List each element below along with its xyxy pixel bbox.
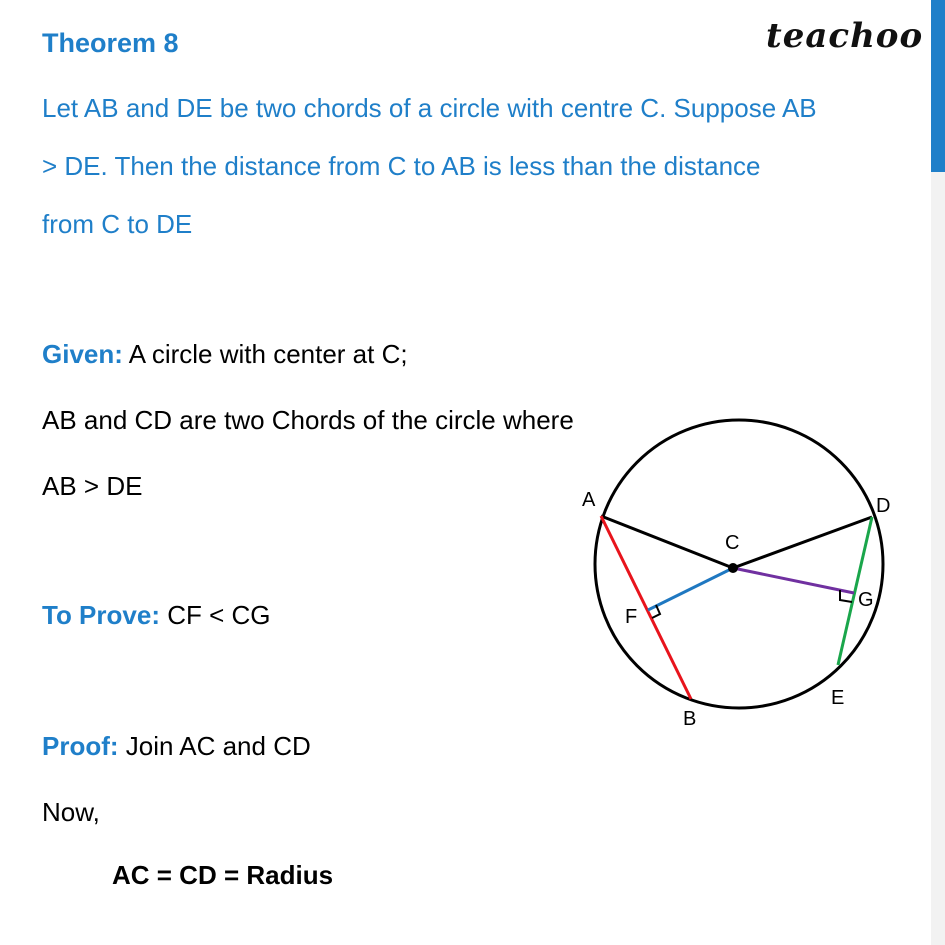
theorem-statement-line-1: Let AB and DE be two chords of a circle with centre C. Suppose AB — [42, 93, 817, 123]
given-label: Given: — [42, 339, 123, 369]
theorem-statement-line-2: > DE. Then the distance from C to AB is less than the distance — [42, 151, 761, 181]
to-prove-line — [42, 600, 271, 631]
to-prove-text: CF < CG — [159, 600, 271, 630]
point-label-f: F — [625, 606, 638, 628]
point-label-c: C — [725, 532, 740, 554]
given-line-3: AB > DE — [42, 471, 143, 501]
theorem-statement-line-3: from C to DE — [42, 209, 193, 239]
point-label-b: B — [683, 708, 697, 730]
point-label-g: G — [858, 589, 874, 611]
circle-diagram — [560, 405, 900, 745]
teachoo-logo: teachoo — [766, 16, 924, 56]
given-text: A circle with center at C; — [122, 339, 408, 369]
scrollbar-track[interactable] — [931, 0, 945, 945]
proof-line — [42, 731, 311, 762]
to-prove-label: To Prove: — [42, 600, 160, 630]
segment-cf — [648, 568, 733, 610]
radius-equation: AC = CD = Radius — [112, 860, 334, 890]
point-label-a: A — [582, 489, 596, 511]
scrollbar-thumb[interactable] — [931, 0, 945, 172]
given-line-2: AB and CD are two Chords of the circle where — [42, 405, 574, 435]
point-label-d: D — [876, 495, 891, 517]
center-point — [728, 563, 738, 573]
radius-ca — [601, 516, 733, 568]
page-title: Theorem 8 — [42, 28, 179, 58]
proof-text: Join AC and CD — [118, 731, 311, 761]
proof-label: Proof: — [42, 731, 119, 761]
point-label-e: E — [831, 687, 845, 709]
radius-cd — [733, 517, 872, 568]
circle — [595, 420, 883, 708]
given-line — [42, 339, 408, 370]
now-line: Now, — [42, 797, 100, 827]
segment-cg — [733, 568, 854, 593]
chord-ab — [601, 516, 691, 699]
